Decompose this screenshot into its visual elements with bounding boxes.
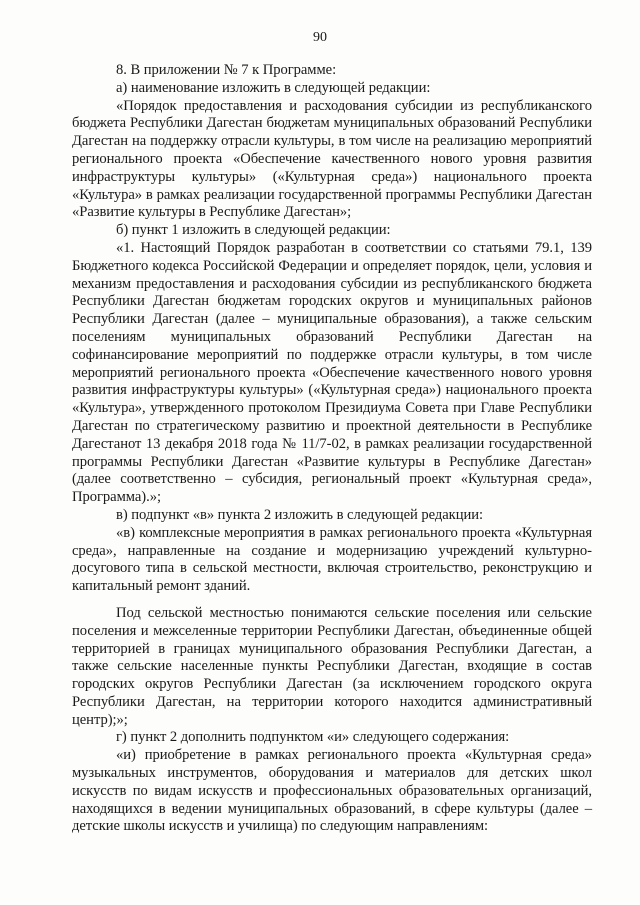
paragraph-rural-area-definition: Под сельской местностью понимаются сельские поселения или сельские поселения и межселенные территории Республики Дагестан, объединенные общей территорией в границах муниципального образования Республики Дагестан, а также сельские населенные пункты Республики Дагестан, входящие в состав городских округов Республики Дагестан (за исключением городского округа Республики Дагестан, на территории которого находится административный центр);»; (72, 604, 592, 728)
paragraph-subitem-v: в) подпункт «в» пункта 2 изложить в следующей редакции: (116, 506, 483, 523)
paragraph-subitem-b: б) пункт 1 изложить в следующей редакции: (116, 222, 391, 239)
paragraph-subpoint-i-text: «и) приобретение в рамках регионального проекта «Культурная среда» музыкальных инструментов, оборудования и материалов для детских школ искусств по видам искусств и профессиональных образовательных организаций, находящихся в ведении муниципальных образований, в сфере культуры (далее – детские школы искусств и училища) по следующим направлениям: (72, 747, 592, 835)
paragraph-subitem-a: а) наименование изложить в следующей редакции: (116, 79, 431, 96)
paragraph-new-title: «Порядок предоставления и расходования субсидии из республиканского бюджета Республики Дагестан бюджетам муниципальных образований Республики Дагестан на поддержку отрасли культуры, в том числе на реализацию мероприятий регионального проекта «Обеспечение качественного нового уровня развития инфраструктуры культуры» («Культурная среда») национального проекта «Культура» в рамках реализации государственной программы Республики Дагестан «Развитие культуры в Республике Дагестан»; (72, 97, 592, 221)
paragraph-subitem-g: г) пункт 2 дополнить подпунктом «и» следующего содержания: (116, 729, 510, 746)
paragraph-point-1-text: «1. Настоящий Порядок разработан в соответствии со статьями 79.1, 139 Бюджетного кодекса Российской Федерации и определяет порядок, цели, условия и механизм предоставления и расходования субсидии из республиканского бюджета Республики Дагестан бюджетам городских округов и муниципальных районов Республики Дагестан (далее – муниципальные образования), а также сельским поселениям муниципальных образований Республики Дагестан на софинансирование мероприятий по поддержке отрасли культуры, в том числе мероприятий регионального проекта «Обеспечение качественного нового уровня развития инфраструктуры культуры» («Культурная среда») национального проекта «Культура», утвержденного протоколом Президиума Совета при Главе Республики Дагестан по стратегическому развитию и проектной деятельности в Республике Дагестанот 13 декабря 2018 года № 11/7-02, в рамках реализации государственной программы Республики Дагестан «Развитие культуры в Республике Дагестан» (далее соответственно – субсидия, региональный проект «Культурная среда», Программа).»; (72, 239, 592, 506)
page-number: 90 (313, 30, 327, 45)
paragraph-subpoint-v-text: «в) комплексные мероприятия в рамках регионального проекта «Культурная среда», направленные на создание и модернизацию учреждений культурно-досугового типа в сельской местности, включая строительство, реконструкцию и капитальный ремонт зданий. (72, 524, 592, 595)
document-body (72, 62, 592, 836)
paragraph-item-8-heading: 8. В приложении № 7 к Программе: (116, 62, 337, 78)
